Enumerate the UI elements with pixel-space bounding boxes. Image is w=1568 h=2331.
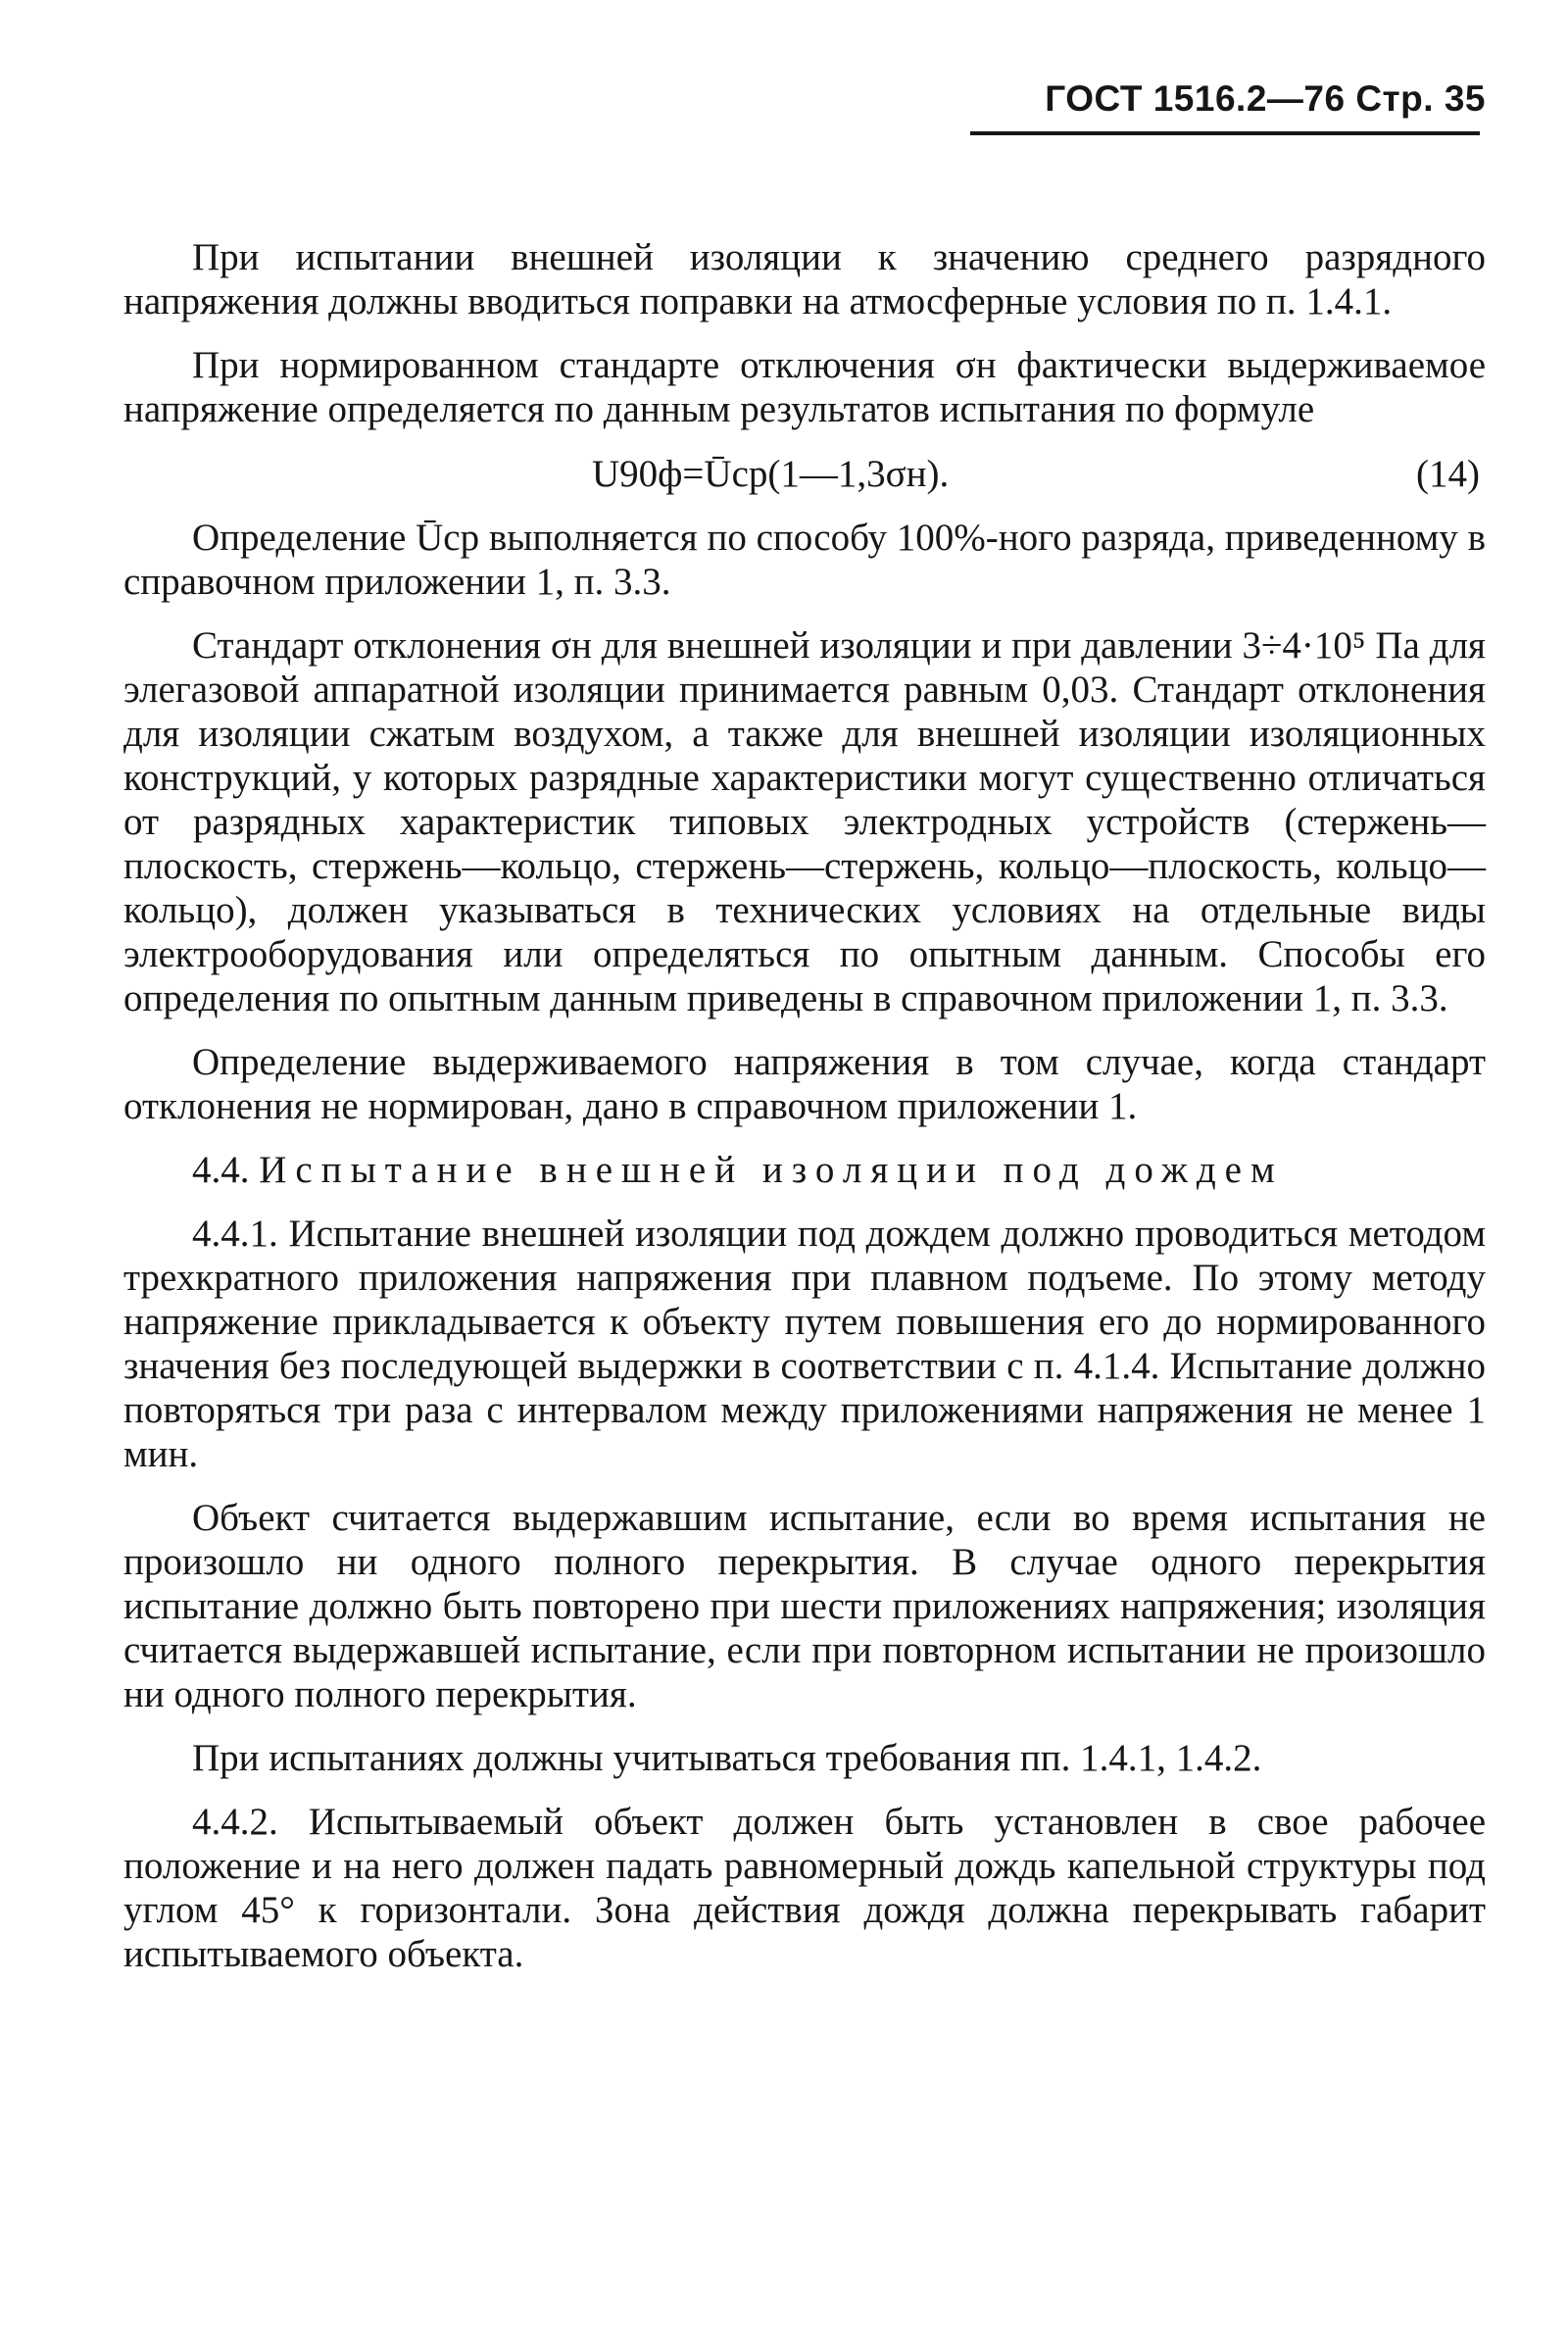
header-rule [970, 131, 1480, 135]
paragraph-standard-deviation: Стандарт отклонения σн для внешней изоляции и при давлении 3÷4·10⁵ Па для элегазовой аппаратной изоляции принимается равным 0,03. Стандарт отклонения для изоляции сжатым воздухом, а также для внешней изоляции изоляционных конструкций, у которых разрядные характеристики могут существенно отличаться от разрядных характеристик типовых электродных устройств (стержень—плоскость, стержень—кольцо, стержень—стержень, кольцо—плоскость, кольцо—кольцо), должен указываться в технических условиях на отдельные виды электрооборудования или определяться по опытным данным. Способы его определения по опытным данным приведены в справочном приложении 1, п. 3.3. [123, 624, 1486, 1019]
paragraph-4-4-1: 4.4.1. Испытание внешней изоляции под дождем должно проводиться методом трехкратного приложения напряжения при плавном подъеме. По этому методу напряжение прикладывается к объекту путем повышения его до нормированного значения без последующей выдержки в соответствии с п. 4.1.4. Испытание должно повторяться три раза с интервалом между приложениями напряжения не менее 1 мин. [123, 1213, 1486, 1475]
section-number: 4.4. [192, 1149, 250, 1191]
paragraph-pass-criteria: Объект считается выдержавшим испытание, если во время испытания не произошло ни одного полного перекрытия. В случае одного перекрытия испытание должно быть повторено при шести приложениях напряжения; изоляция считается выдержавшей испытание, если при повторном испытании не произошло ни одного полного перекрытия. [123, 1497, 1486, 1715]
formula-expression: U90ф=Ūср(1—1,3σн). [592, 453, 950, 495]
paragraph-unnormalized-deviation: Определение выдерживаемого напряжения в том случае, когда стандарт отклонения не нормирован, дано в справочном приложении 1. [123, 1041, 1486, 1127]
paragraph-atmospheric-corrections: При испытании внешней изоляции к значению среднего разрядного напряжения должны вводиться поправки на атмосферные условия по п. 1.4.1. [123, 236, 1486, 322]
formula-number: (14) [1416, 453, 1480, 495]
running-head: ГОСТ 1516.2—76 Стр. 35 [1045, 78, 1486, 119]
section-heading-4-4 [123, 1148, 1486, 1192]
paragraph-requirements-reference: При испытаниях должны учитываться требования пп. 1.4.1, 1.4.2. [192, 1737, 1262, 1779]
document-page [123, 78, 1486, 129]
document-body [123, 235, 1486, 1996]
section-title: Испытание внешней изоляции под дождем [259, 1149, 1284, 1191]
paragraph-mean-voltage-method: Определение Ūср выполняется по способу 100%-ного разряда, приведенному в справочном приложении 1, п. 3.3. [123, 517, 1486, 603]
paragraph-withstand-voltage-intro: При нормированном стандарте отключения σн фактически выдерживаемое напряжение определяется по данным результатов испытания по формуле [123, 344, 1486, 430]
paragraph-4-4-2: 4.4.2. Испытываемый объект должен быть установлен в свое рабочее положение и на него должен падать равномерный дождь капельной структуры под углом 45° к горизонтали. Зона действия дождя должна перекрывать габарит испытываемого объекта. [123, 1801, 1486, 1975]
formula-14 [123, 451, 1486, 500]
